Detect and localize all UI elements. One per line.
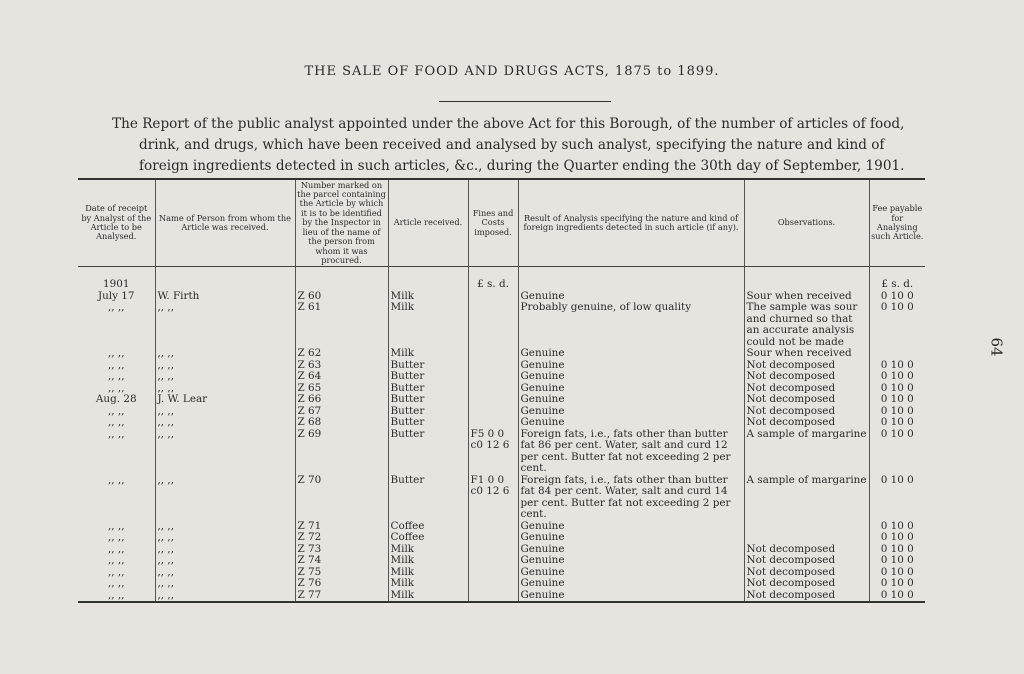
cell-article: Milk [388, 544, 468, 556]
table-row [78, 417, 925, 429]
cell-fee: 0 10 0 [869, 429, 925, 475]
cell-fines [468, 532, 518, 544]
cell-observations: The sample was sour and churned so that an accurate analysis could not be made [744, 302, 869, 348]
cell-fee: 0 10 0 [869, 383, 925, 395]
cell-result: Genuine [518, 544, 744, 556]
year-row [78, 279, 925, 291]
cell-date: ,, ,, [107, 428, 125, 440]
cell-result: Genuine [518, 578, 744, 590]
cell-number: Z 67 [295, 406, 388, 418]
cell-fee: 0 10 0 [869, 544, 925, 556]
table-row [78, 521, 925, 533]
cell-fines [468, 302, 518, 348]
cell-observations: Not decomposed [744, 417, 869, 429]
cell-number: Z 65 [295, 383, 388, 395]
cell-person: ,, ,, [155, 360, 295, 372]
table-row [78, 348, 925, 360]
cell-fee: 0 10 0 [869, 406, 925, 418]
header-article: Article received. [388, 179, 468, 267]
cell-fee: 0 10 0 [869, 555, 925, 567]
cell-fines: F1 0 0 c0 12 6 [468, 475, 518, 521]
cell-number: Z 69 [295, 429, 388, 475]
cell-result: Genuine [518, 348, 744, 360]
title-rule [439, 101, 611, 102]
year-cell: 1901 [103, 279, 130, 290]
cell-result: Genuine [518, 590, 744, 603]
cell-observations: Not decomposed [744, 544, 869, 556]
cell-article: Milk [388, 302, 468, 348]
cell-number: Z 75 [295, 567, 388, 579]
table-row [78, 578, 925, 590]
cell-fee: 0 10 0 [869, 394, 925, 406]
header-number: Number marked on the parcel containing the Article by which it is to be identified by the Inspector in lieu of the name of the person from whom it was procured. [295, 179, 388, 267]
document-title: THE SALE OF FOOD AND DRUGS ACTS, 1875 to 1899. [304, 64, 720, 79]
cell-fines [468, 521, 518, 533]
cell-result: Genuine [518, 555, 744, 567]
cell-fee: 0 10 0 [869, 590, 925, 603]
cell-date: ,, ,, [107, 532, 125, 543]
cell-result: Genuine [518, 360, 744, 372]
cell-observations: Not decomposed [744, 383, 869, 395]
table-row [78, 302, 925, 348]
cell-result: Genuine [518, 383, 744, 395]
cell-number: Z 62 [295, 348, 388, 360]
table-row [78, 429, 925, 475]
table-row [78, 406, 925, 418]
cell-article: Butter [388, 371, 468, 383]
cell-result: Genuine [518, 406, 744, 418]
table-row [78, 475, 925, 521]
cell-observations: Sour when received [744, 348, 869, 360]
cell-result: Genuine [518, 521, 744, 533]
cell-number: Z 64 [295, 371, 388, 383]
cell-fee: 0 10 0 [869, 567, 925, 579]
cell-result: Probably genuine, of low quality [518, 302, 744, 348]
cell-observations: Not decomposed [744, 360, 869, 372]
table-row [78, 394, 925, 406]
cell-date: ,, ,, [107, 371, 125, 382]
cell-fines [468, 578, 518, 590]
cell-fines [468, 417, 518, 429]
cell-fines [468, 555, 518, 567]
cell-article: Milk [388, 567, 468, 579]
cell-fee: 0 10 0 [869, 475, 925, 521]
cell-fee [869, 348, 925, 360]
cell-fines [468, 590, 518, 603]
table-row [78, 567, 925, 579]
cell-date: ,, ,, [107, 405, 125, 417]
cell-number: Z 66 [295, 394, 388, 406]
analysis-table [78, 178, 925, 603]
cell-result: Genuine [518, 567, 744, 579]
cell-observations: Not decomposed [744, 394, 869, 406]
table-row [78, 555, 925, 567]
cell-result: Genuine [518, 417, 744, 429]
cell-article: Butter [388, 475, 468, 521]
cell-number: Z 76 [295, 578, 388, 590]
table-spacer-row [78, 267, 925, 280]
cell-fines [468, 567, 518, 579]
header-observations: Observations. [744, 179, 869, 267]
header-result: Result of Analysis specifying the nature and kind of foreign ingredients detected in such article (if any). [518, 179, 744, 267]
cell-article: Coffee [388, 532, 468, 544]
intro-paragraph [112, 114, 912, 177]
cell-observations: Not decomposed [744, 555, 869, 567]
cell-person: ,, ,, [155, 555, 295, 567]
cell-date: ,, ,, [107, 555, 125, 566]
table-header-row [78, 179, 925, 267]
cell-date: ,, ,, [107, 302, 125, 313]
table-row [78, 532, 925, 544]
cell-result: Genuine [518, 371, 744, 383]
cell-date: Aug. 28 [95, 394, 137, 405]
fee-money-header: £ s. d. [869, 279, 925, 291]
cell-article: Butter [388, 383, 468, 395]
cell-person: ,, ,, [155, 417, 295, 429]
cell-number: Z 74 [295, 555, 388, 567]
cell-number: Z 71 [295, 521, 388, 533]
cell-fee: 0 10 0 [869, 578, 925, 590]
cell-fee: 0 10 0 [869, 521, 925, 533]
cell-fines [468, 383, 518, 395]
cell-number: Z 77 [295, 590, 388, 603]
cell-person: ,, ,, [155, 590, 295, 603]
fines-money-header: £ s. d. [468, 279, 518, 291]
cell-fines: F5 0 0 c0 12 6 [468, 429, 518, 475]
cell-fines [468, 394, 518, 406]
cell-result: Genuine [518, 532, 744, 544]
intro-line: foreign ingredients detected in such articles, &c., during the Quarter ending the 30th day of September, 1901. [139, 158, 905, 174]
cell-person: ,, ,, [155, 302, 295, 348]
cell-observations: Not decomposed [744, 590, 869, 603]
cell-article: Butter [388, 360, 468, 372]
cell-date: ,, ,, [107, 543, 125, 555]
cell-person: ,, ,, [155, 383, 295, 395]
cell-observations [744, 532, 869, 544]
cell-number: Z 72 [295, 532, 388, 544]
cell-date: ,, ,, [107, 348, 125, 359]
header-fee: Fee payable for Analysing such Article. [869, 179, 925, 267]
cell-number: Z 68 [295, 417, 388, 429]
cell-fines [468, 360, 518, 372]
cell-person: ,, ,, [155, 532, 295, 544]
cell-date: ,, ,, [107, 359, 125, 371]
cell-article: Milk [388, 555, 468, 567]
cell-fines [468, 544, 518, 556]
cell-date: July 17 [97, 290, 135, 302]
cell-result: Genuine [518, 394, 744, 406]
page-number: 64 [987, 337, 1006, 357]
cell-number: Z 73 [295, 544, 388, 556]
table-row [78, 371, 925, 383]
cell-fee: 0 10 0 [869, 532, 925, 544]
cell-article: Coffee [388, 521, 468, 533]
cell-person: ,, ,, [155, 544, 295, 556]
cell-number: Z 61 [295, 302, 388, 348]
table-row [78, 544, 925, 556]
cell-number: Z 63 [295, 360, 388, 372]
cell-fee: 0 10 0 [869, 417, 925, 429]
intro-line: drink, and drugs, which have been received and analysed by such analyst, specifying the nature and kind of [139, 137, 885, 153]
cell-person: ,, ,, [155, 429, 295, 475]
cell-date: ,, ,, [107, 566, 125, 578]
cell-fines [468, 371, 518, 383]
cell-date: ,, ,, [107, 417, 125, 428]
cell-person: ,, ,, [155, 475, 295, 521]
table-body [78, 267, 925, 603]
cell-number: Z 60 [295, 291, 388, 303]
cell-observations: A sample of margarine [744, 475, 869, 521]
cell-article: Butter [388, 417, 468, 429]
cell-observations: Not decomposed [744, 406, 869, 418]
table-row [78, 291, 925, 303]
cell-date: ,, ,, [107, 474, 125, 486]
cell-person: J. W. Lear [155, 394, 295, 406]
cell-observations: A sample of margarine [744, 429, 869, 475]
cell-date: ,, ,, [107, 578, 125, 589]
cell-article: Milk [388, 348, 468, 360]
cell-observations: Not decomposed [744, 567, 869, 579]
cell-result: Foreign fats, i.e., fats other than butter fat 86 per cent. Water, salt and curd 12 per cent. Butter fat not exceeding 2 per cent. [518, 429, 744, 475]
cell-fines [468, 291, 518, 303]
cell-number: Z 70 [295, 475, 388, 521]
cell-article: Butter [388, 406, 468, 418]
cell-article: Milk [388, 578, 468, 590]
cell-observations: Not decomposed [744, 371, 869, 383]
header-person: Name of Person from whom the Article was received. [155, 179, 295, 267]
cell-observations: Not decomposed [744, 578, 869, 590]
table-row [78, 590, 925, 603]
cell-person: ,, ,, [155, 578, 295, 590]
header-fines: Fines and Costs imposed. [468, 179, 518, 267]
table-row [78, 360, 925, 372]
cell-fee: 0 10 0 [869, 302, 925, 348]
cell-person: W. Firth [155, 291, 295, 303]
cell-person: ,, ,, [155, 567, 295, 579]
cell-result: Genuine [518, 291, 744, 303]
cell-article: Milk [388, 291, 468, 303]
cell-date: ,, ,, [107, 520, 125, 532]
cell-date: ,, ,, [107, 382, 125, 394]
cell-person: ,, ,, [155, 521, 295, 533]
cell-article: Butter [388, 429, 468, 475]
cell-date: ,, ,, [78, 590, 155, 603]
intro-line: The Report of the public analyst appointed under the above Act for this Borough, of the number of articles of food, [112, 116, 905, 132]
cell-person: ,, ,, [155, 371, 295, 383]
cell-person: ,, ,, [155, 348, 295, 360]
header-date: Date of receipt by Analyst of the Article to be Analysed. [78, 179, 155, 267]
cell-article: Butter [388, 394, 468, 406]
cell-fee: 0 10 0 [869, 291, 925, 303]
cell-person: ,, ,, [155, 406, 295, 418]
cell-fee: 0 10 0 [869, 371, 925, 383]
cell-fee: 0 10 0 [869, 360, 925, 372]
cell-observations [744, 521, 869, 533]
cell-result: Foreign fats, i.e., fats other than butter fat 84 per cent. Water, salt and curd 14 per cent. Butter fat not exceeding 2 per cent. [518, 475, 744, 521]
cell-observations: Sour when received [744, 291, 869, 303]
table-row [78, 383, 925, 395]
cell-fines [468, 406, 518, 418]
cell-fines [468, 348, 518, 360]
cell-article: Milk [388, 590, 468, 603]
